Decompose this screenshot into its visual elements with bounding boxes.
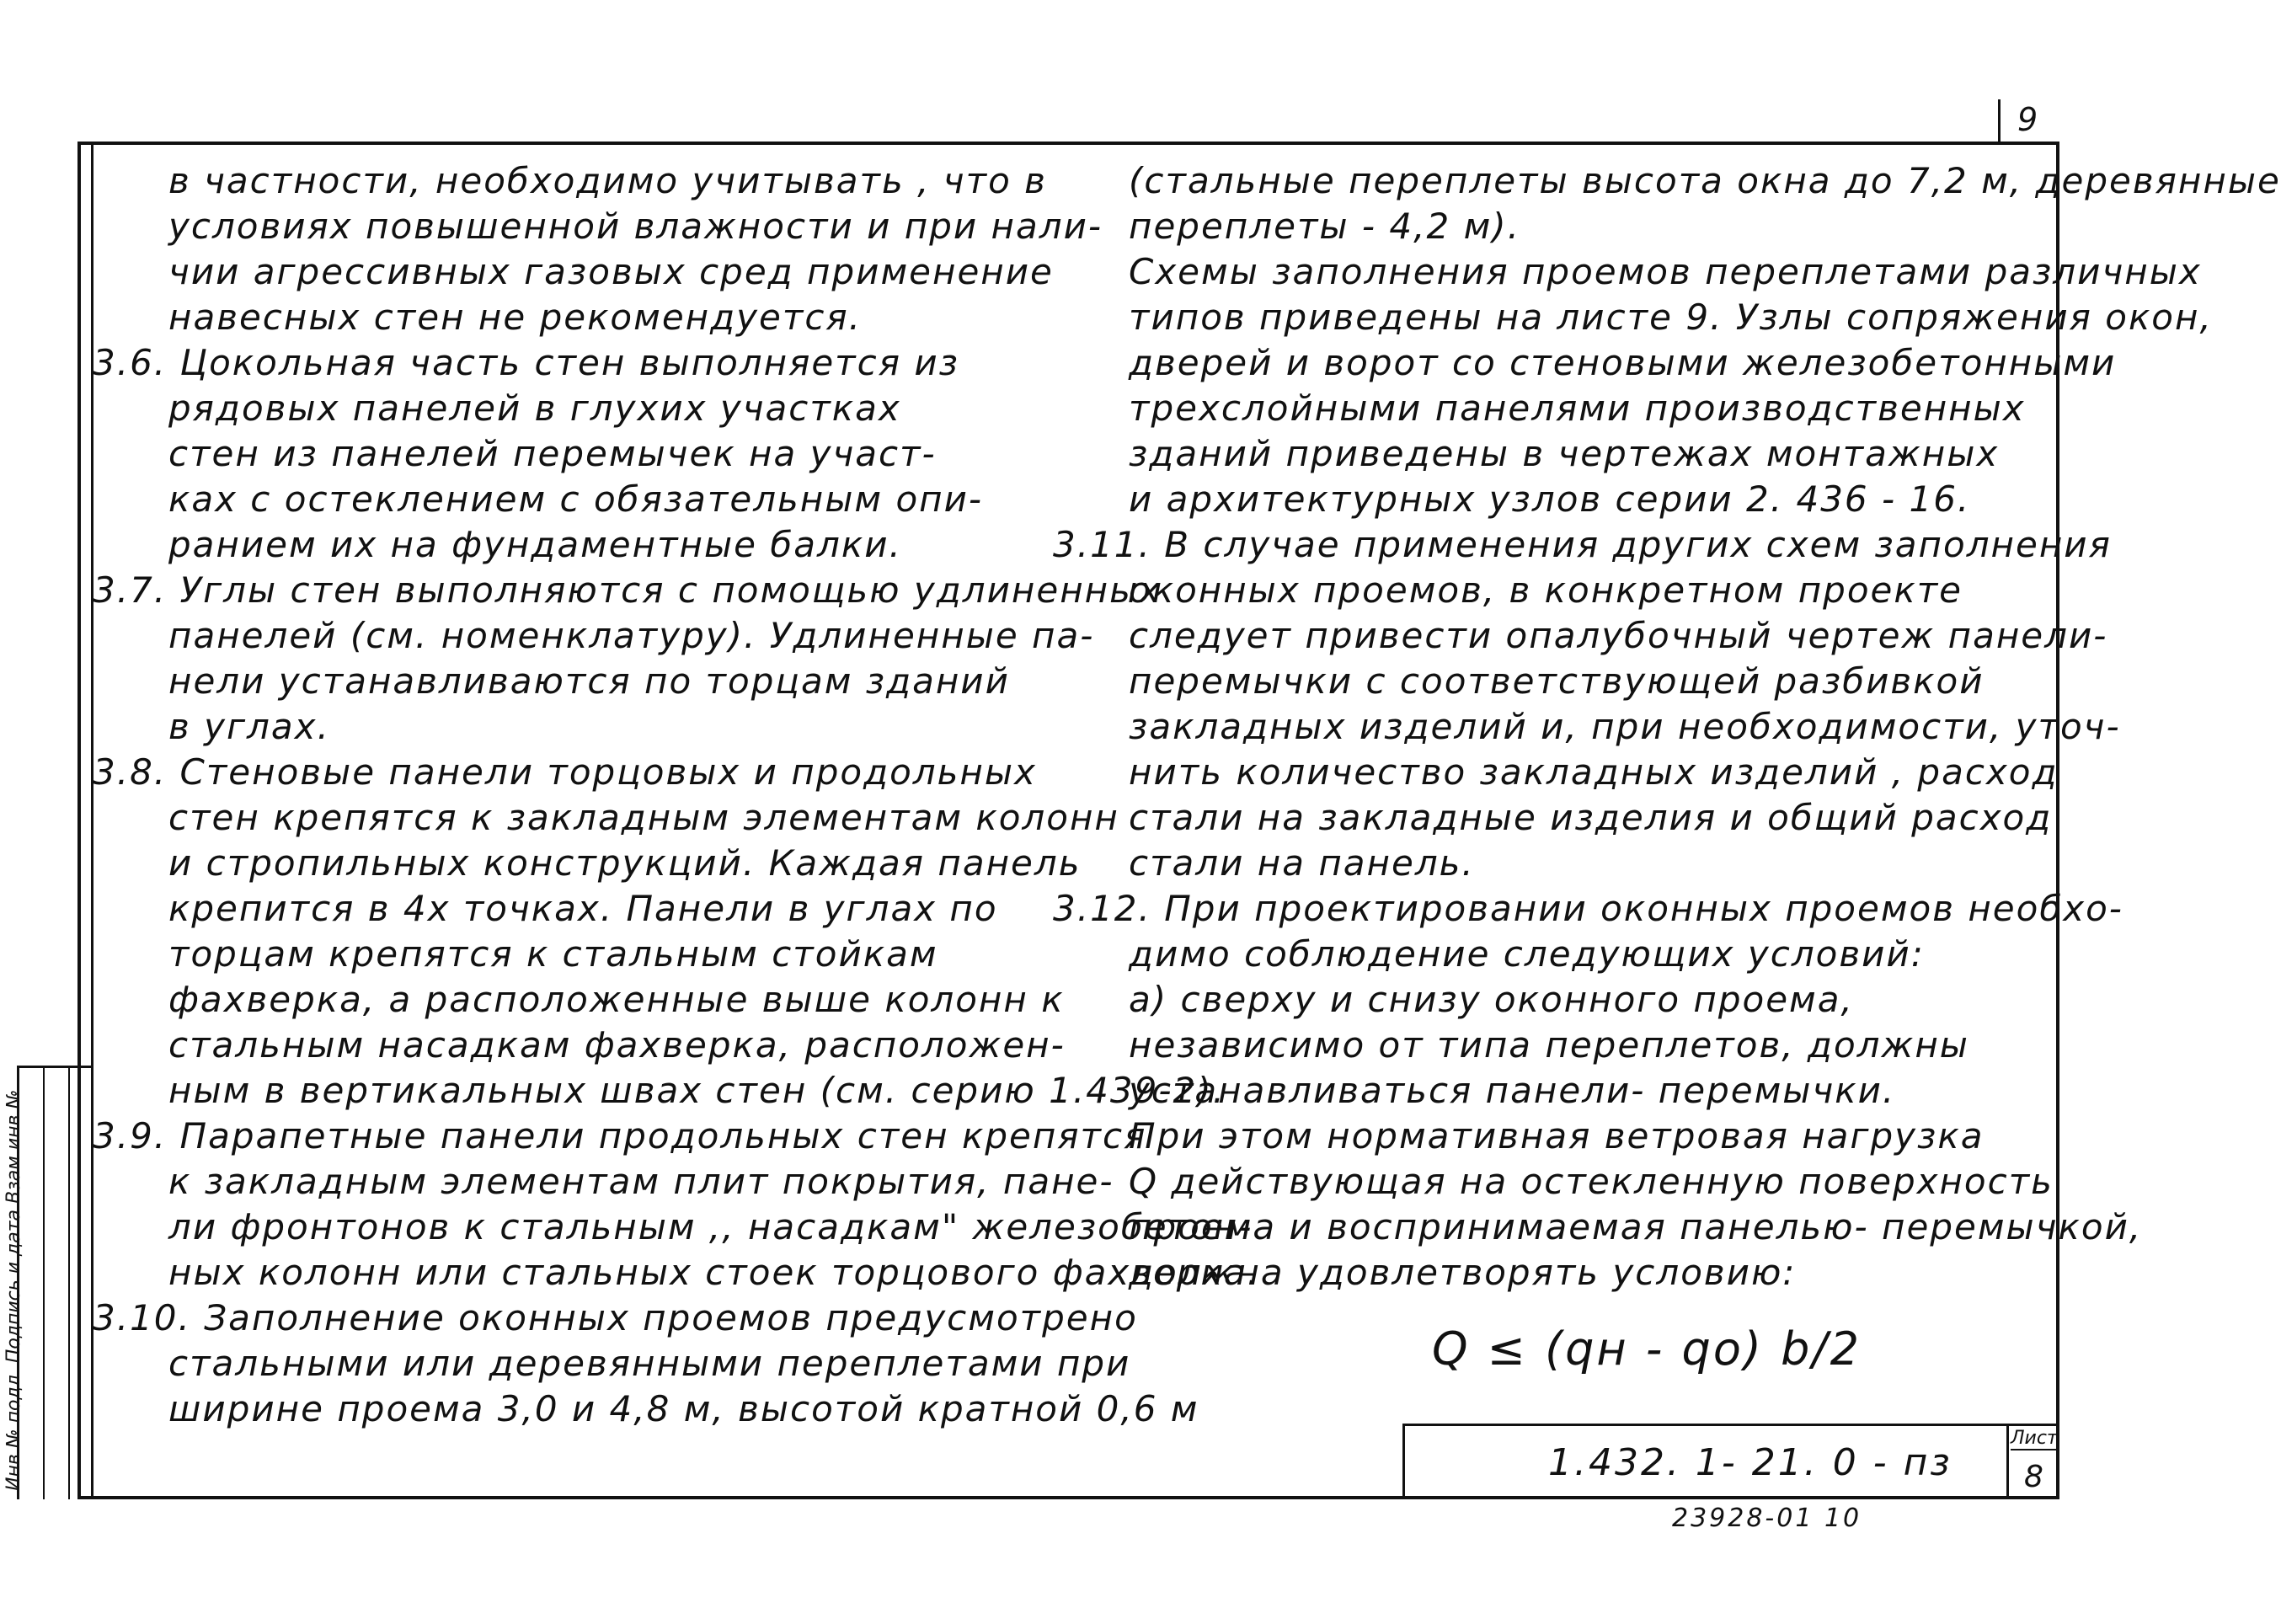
top-sheet-number: 9: [2017, 101, 2038, 138]
text-line: Схемы заполнения проемов переплетами различных: [1129, 251, 2202, 292]
text-line: (стальные переплеты высота окна до 7,2 м, деревянные: [1129, 160, 2281, 201]
text-line: оконных проемов, в конкретном проекте: [1129, 569, 1963, 611]
stamp-sheet-number: 8: [2024, 1460, 2043, 1494]
text-line: 3.10. Заполнение оконных проемов предусмотрено: [93, 1297, 1138, 1338]
text-line: зданий приведены в чертежах монтажных: [1129, 433, 2000, 474]
text-line: в углах.: [168, 706, 330, 747]
text-line: трехслойными панелями производственных: [1129, 387, 2026, 429]
text-line: навесных стен не рекомендуется.: [168, 296, 863, 338]
text-line: чии агрессивных газовых сред применение: [168, 251, 1054, 292]
text-line: 3.8. Стеновые панели торцовых и продольных: [93, 751, 1037, 793]
text-line: панелей (см. номенклатуру). Удлиненные па-: [168, 615, 1095, 656]
text-line: 3.7. Углы стен выполняются с помощью удлиненных: [93, 569, 1162, 611]
text-line: к закладным элементам плит покрытия, пане-: [168, 1161, 1114, 1202]
text-line: крепится в 4х точках. Панели в углах по: [168, 888, 998, 929]
side-strip-divider: [68, 1068, 70, 1499]
text-line: устанавливаться панели- перемычки.: [1129, 1070, 1896, 1111]
text-line: рядовых панелей в глухих участках: [168, 387, 901, 429]
text-line: следует привести опалубочный чертеж панели-: [1129, 615, 2108, 656]
text-line: и архитектурных узлов серии 2. 436 - 16.: [1129, 478, 1971, 520]
text-line: в частности, необходимо учитывать , что в: [168, 160, 1047, 201]
text-line: ным в вертикальных швах стен (см. серию 1.439-2).: [168, 1070, 1226, 1111]
text-line: Q действующая на остекленную поверхность: [1129, 1161, 2054, 1202]
document-code: 1.432. 1- 21. 0 - пз: [1548, 1441, 1952, 1484]
text-line: фахверка, а расположенные выше колонн к: [168, 979, 1065, 1020]
title-block-stamp: [1402, 1424, 2059, 1499]
text-line: ках с остеклением с обязательным опи-: [168, 478, 984, 520]
text-line: стальным насадкам фахверка, расположен-: [168, 1024, 1066, 1066]
text-line: ли фронтонов к стальным ,, насадкам" железобетон-: [168, 1206, 1253, 1247]
text-line: а) сверху и снизу оконного проема,: [1129, 979, 1854, 1020]
text-line: условиях повышенной влажности и при нали-: [168, 206, 1103, 247]
top-sheet-number-box: [1998, 99, 2062, 143]
text-line: стали на закладные изделия и общий расход: [1129, 797, 2053, 838]
text-line: стали на панель.: [1129, 842, 1475, 884]
text-line: стен крепятся к закладным элементам колонн: [168, 797, 1119, 838]
text-line: стальными или деревянными переплетами при: [168, 1343, 1131, 1384]
side-signature-strip: [3, 1066, 91, 1499]
text-line: типов приведены на листе 9. Узлы сопряжения окон,: [1129, 296, 2213, 338]
text-line: ных колонн или стальных стоек торцового фахверка.: [168, 1252, 1260, 1293]
text-line: нить количество закладных изделий , расход: [1129, 751, 2059, 793]
archive-footer-code: 23928-01 10: [1672, 1504, 1862, 1533]
side-strip-label: Инв.№ подл. Подпись и дата Взам.инв.№: [3, 1089, 24, 1491]
side-strip-divider: [43, 1068, 45, 1499]
text-line: нели устанавливаются по торцам зданий: [168, 660, 1010, 702]
text-line: переплеты - 4,2 м).: [1129, 206, 1520, 247]
text-line: 3.6. Цокольная часть стен выполняется из: [93, 342, 959, 383]
stamp-sheet-label: Лист: [2011, 1428, 2058, 1449]
text-line: ранием их на фундаментные балки.: [168, 524, 902, 565]
text-line: При этом нормативная ветровая нагрузка: [1129, 1115, 1985, 1157]
text-line: проема и воспринимаемая панелью- перемычкой,: [1129, 1206, 2143, 1247]
load-condition-formula: Q ≤ (qн - qo) b/2: [1432, 1322, 1862, 1376]
text-line: независимо от типа переплетов, должны: [1129, 1024, 1969, 1066]
text-line: и стропильных конструкций. Каждая панель: [168, 842, 1082, 884]
text-line: 3.11. В случае применения других схем заполнения: [1053, 524, 2112, 565]
text-line: ширине проема 3,0 и 4,8 м, высотой кратной 0,6 м: [168, 1388, 1199, 1429]
text-line: торцам крепятся к стальным стойкам: [168, 933, 938, 975]
text-line: закладных изделий и, при необходимости, уточ-: [1129, 706, 2121, 747]
text-line: стен из панелей перемычек на участ-: [168, 433, 937, 474]
text-line: дверей и ворот со стеновыми железобетонными: [1129, 342, 2117, 383]
text-line: перемычки с соответствующей разбивкой: [1129, 660, 1985, 702]
text-line: димо соблюдение следующих условий:: [1129, 933, 1925, 975]
text-line: 3.12. При проектировании оконных проемов необхо-: [1053, 888, 2123, 929]
stamp-sheet-box: [2006, 1426, 2059, 1499]
text-line: должна удовлетворять условию:: [1129, 1252, 1797, 1293]
text-line: 3.9. Парапетные панели продольных стен крепятся: [93, 1115, 1147, 1157]
